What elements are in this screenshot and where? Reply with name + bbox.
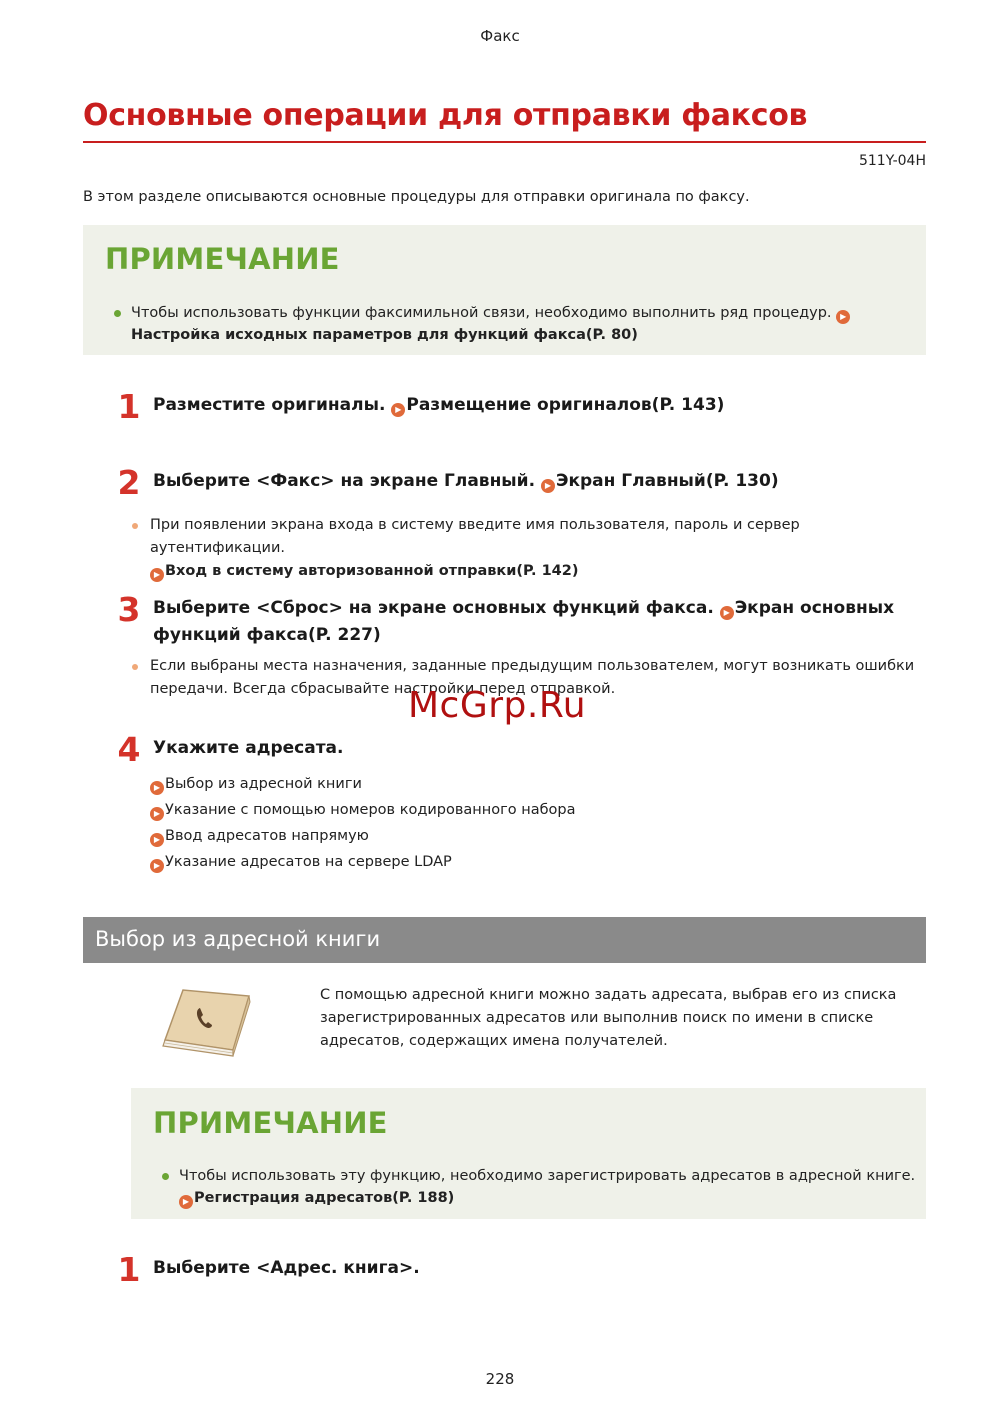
section-title: Выбор из адресной книги xyxy=(95,927,381,951)
step-note-text: Если выбраны места назначения, заданные предыдущим пользователем, могут возникать ошибки xyxy=(150,658,915,674)
link-arrow-icon: ▶ xyxy=(150,859,164,873)
step-link[interactable]: Размещение оригиналов(P. 143) xyxy=(406,395,725,415)
intro-text: В этом разделе описываются основные процедуры для отправки оригинала по факсу. xyxy=(83,189,750,205)
step-text: Выберите <Адрес. книга>. xyxy=(153,1258,420,1278)
step-text: Укажите адресата. xyxy=(153,738,344,758)
address-book-icon xyxy=(155,982,255,1062)
step-number: 1 xyxy=(117,387,141,426)
bullet-icon xyxy=(114,310,121,317)
page-number: 228 xyxy=(485,1370,515,1388)
description-line: адресатов, содержащих имена получателей. xyxy=(320,1033,668,1049)
note-box xyxy=(83,225,926,355)
link-arrow-icon: ▶ xyxy=(836,310,850,324)
link-arrow-icon: ▶ xyxy=(391,403,405,417)
step-note-text: передачи. Всегда сбрасывайте настройки перед отправкой. xyxy=(150,681,616,697)
section-description xyxy=(320,984,920,1053)
note-link[interactable]: Настройка исходных параметров для функций факса(P. 80) xyxy=(131,327,638,343)
bullet-icon xyxy=(162,1173,169,1180)
running-header: Факс xyxy=(480,27,520,45)
list-item[interactable] xyxy=(150,799,576,825)
link-arrow-icon: ▶ xyxy=(150,807,164,821)
link-text[interactable]: Указание адресатов на сервере LDAP xyxy=(165,854,452,870)
note-box xyxy=(131,1088,926,1219)
step-link-continued[interactable]: функций факса(P. 227) xyxy=(153,625,381,645)
note-text xyxy=(179,1165,919,1209)
bullet-icon xyxy=(132,664,138,670)
step-text xyxy=(153,392,724,419)
description-line: зарегистрированных адресатов или выполнив поиск по имени в списке xyxy=(320,1010,874,1026)
description-line: С помощью адресной книги можно задать адресата, выбрав его из списка xyxy=(320,987,897,1003)
watermark: McGrp.Ru xyxy=(408,685,587,726)
list-item[interactable] xyxy=(150,825,576,851)
link-arrow-icon: ▶ xyxy=(150,781,164,795)
link-arrow-icon: ▶ xyxy=(150,568,164,582)
note-text-body: Чтобы использовать эту функцию, необходимо зарегистрировать адресатов в адресной книге. xyxy=(179,1168,916,1184)
link-arrow-icon: ▶ xyxy=(179,1195,193,1209)
step-instruction: Выберите <Сброс> на экране основных функций факса. xyxy=(153,598,714,618)
step-text xyxy=(153,468,779,495)
link-arrow-icon: ▶ xyxy=(150,833,164,847)
step-link[interactable]: Экран основных xyxy=(734,598,895,618)
step-note-link[interactable]: Вход в систему авторизованной отправки(P. 142) xyxy=(165,563,579,579)
step-instruction: Выберите <Факс> на экране Главный. xyxy=(153,471,536,491)
note-title: ПРИМЕЧАНИЕ xyxy=(105,242,340,276)
step-number: 1 xyxy=(117,1250,141,1289)
page-title: Основные операции для отправки факсов xyxy=(83,98,808,133)
link-arrow-icon: ▶ xyxy=(541,479,555,493)
step-link[interactable]: Экран Главный(P. 130) xyxy=(555,471,779,491)
document-id: 511Y-04H xyxy=(858,153,926,169)
step-note xyxy=(150,514,930,583)
step-number: 2 xyxy=(117,463,141,502)
note-title: ПРИМЕЧАНИЕ xyxy=(153,1106,388,1140)
title-divider xyxy=(83,141,926,143)
link-text[interactable]: Указание с помощью номеров кодированного набора xyxy=(165,802,576,818)
list-item[interactable] xyxy=(150,773,576,799)
step-note-text: При появлении экрана входа в систему введите имя пользователя, пароль и сервер аутентификации. xyxy=(150,517,800,556)
link-arrow-icon: ▶ xyxy=(720,606,734,620)
step-number: 3 xyxy=(117,590,141,629)
bullet-icon xyxy=(132,523,138,529)
step-instruction: Разместите оригиналы. xyxy=(153,395,386,415)
step-text xyxy=(153,595,923,649)
note-text xyxy=(131,302,911,346)
link-list xyxy=(150,773,576,877)
link-text[interactable]: Ввод адресатов напрямую xyxy=(165,828,369,844)
link-text[interactable]: Выбор из адресной книги xyxy=(165,776,362,792)
step-number: 4 xyxy=(117,730,141,769)
note-text-body: Чтобы использовать функции факсимильной связи, необходимо выполнить ряд процедур. xyxy=(131,305,832,321)
list-item[interactable] xyxy=(150,851,576,877)
note-link[interactable]: Регистрация адресатов(P. 188) xyxy=(194,1190,455,1206)
